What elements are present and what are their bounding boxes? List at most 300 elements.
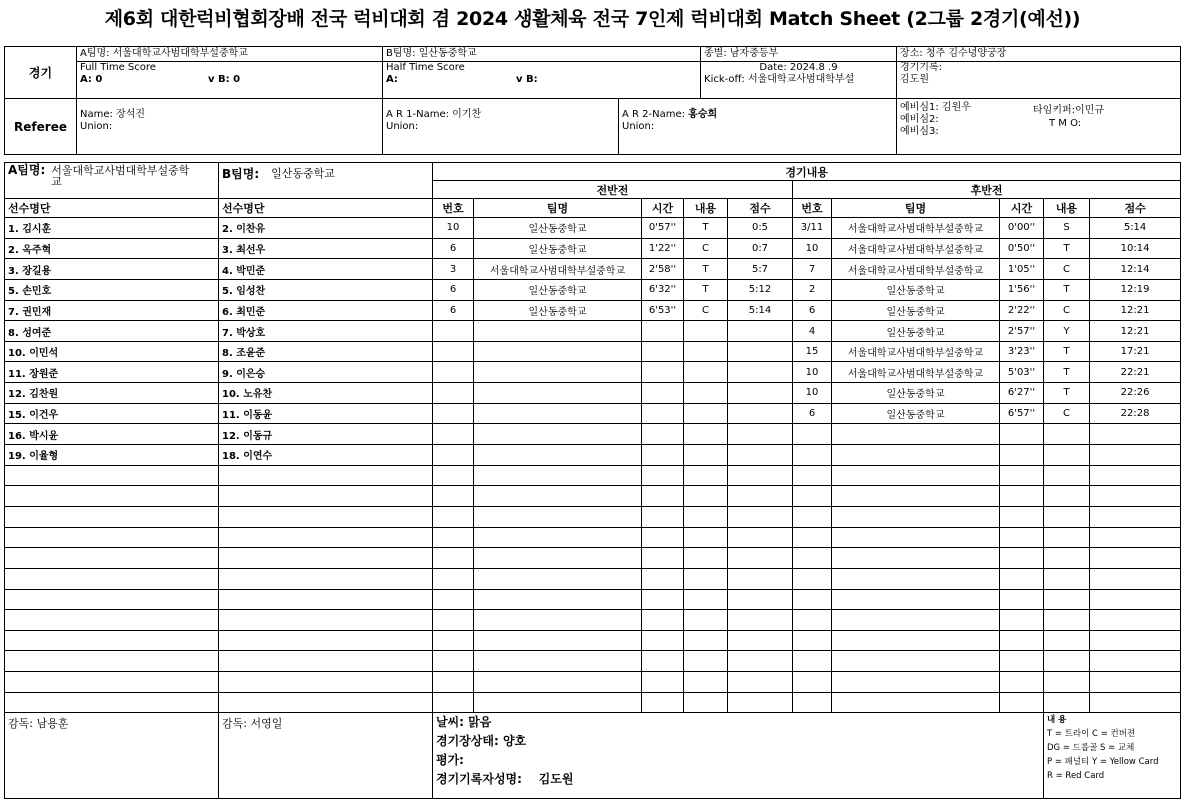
first-half-time: [642, 424, 684, 445]
first-half-score: [728, 672, 793, 693]
table-row: [5, 445, 1181, 466]
ar1-union: Union:: [386, 121, 419, 132]
second-half-event-type: Y: [1044, 321, 1090, 342]
first-half-team-name: [474, 486, 642, 507]
first-half-player-number: 10: [433, 218, 474, 239]
field-condition-label: 경기장상태:: [436, 734, 503, 749]
team-b-field: B팀명: 일산동중학교: [383, 47, 701, 62]
first-half-score: [728, 445, 793, 466]
second-half-score: [1090, 465, 1181, 486]
timekeeper-field: 타임키퍼:이민규: [1033, 105, 1105, 116]
table-row: [5, 486, 1181, 507]
ar2-name: 홍승희: [688, 109, 718, 120]
roster-a-player: [5, 692, 219, 713]
first-half-time: [642, 321, 684, 342]
roster-b-player: [219, 527, 433, 548]
second-half-score: 5:14: [1090, 218, 1181, 239]
roster-b-player: [219, 692, 433, 713]
first-half-player-number: [433, 610, 474, 631]
first-half-event-type: [684, 465, 728, 486]
roster-a-player: [5, 506, 219, 527]
roster-a-player: 12. 김찬원: [5, 383, 219, 404]
ar2-union: Union:: [622, 121, 655, 132]
first-half-time: 1'22'': [642, 238, 684, 259]
second-half-player-number: 7: [793, 259, 832, 280]
second-half-score: 12:21: [1090, 300, 1181, 321]
first-half-score: [728, 527, 793, 548]
roster-b-header: 선수명단: [219, 199, 433, 218]
team-a-header: [5, 163, 219, 199]
legend-title: 내 용: [1047, 715, 1067, 726]
second-half-score: 22:28: [1090, 403, 1181, 424]
first-half-time: [642, 651, 684, 672]
second-half-col-header: 점수: [1090, 199, 1181, 218]
roster-a-player: [5, 548, 219, 569]
first-half-team-name: [474, 403, 642, 424]
first-half-player-number: [433, 506, 474, 527]
second-half-event-type: T: [1044, 383, 1090, 404]
first-half-player-number: [433, 692, 474, 713]
first-half-player-number: 6: [433, 238, 474, 259]
roster-a-header: 선수명단: [5, 199, 219, 218]
second-half-event-type: [1044, 651, 1090, 672]
first-half-time: [642, 465, 684, 486]
first-half-player-number: [433, 568, 474, 589]
second-half-player-number: 10: [793, 238, 832, 259]
first-half-col-header: 내용: [684, 199, 728, 218]
second-half-col-header: 팀명: [832, 199, 1000, 218]
second-half-time: 0'50'': [1000, 238, 1044, 259]
team-b-header: [219, 163, 433, 199]
second-half-player-number: [793, 548, 832, 569]
reserve-referee-3: 예비심3:: [900, 126, 939, 137]
table-row: [5, 321, 1181, 342]
first-half-player-number: [433, 445, 474, 466]
roster-a-player: [5, 568, 219, 589]
first-half-score: [728, 403, 793, 424]
tmo-field: T M O:: [1049, 118, 1082, 129]
table-row: [5, 465, 1181, 486]
second-half-time: [1000, 486, 1044, 507]
first-half-col-header: 팀명: [474, 199, 642, 218]
second-half-col-header: 내용: [1044, 199, 1090, 218]
first-half-team-name: 일산동중학교: [474, 279, 642, 300]
roster-b-player: [219, 672, 433, 693]
match-content-header: 경기내용: [433, 163, 1181, 181]
first-half-score: [728, 610, 793, 631]
second-half-time: [1000, 445, 1044, 466]
first-half-score: [728, 548, 793, 569]
first-half-time: [642, 362, 684, 383]
roster-a-player: [5, 610, 219, 631]
second-half-time: [1000, 527, 1044, 548]
referee-union: Union:: [80, 121, 113, 132]
first-half-player-number: [433, 672, 474, 693]
first-half-score: [728, 506, 793, 527]
second-half-score: 12:21: [1090, 321, 1181, 342]
team-a-name: 서울대학교사범대학부설중학교: [51, 164, 190, 188]
second-half-team-name: 일산동중학교: [832, 403, 1000, 424]
first-half-score: 0:7: [728, 238, 793, 259]
second-half-time: 2'57'': [1000, 321, 1044, 342]
first-half-team-name: [474, 424, 642, 445]
second-half-time: 5'03'': [1000, 362, 1044, 383]
team-b-name: 일산동중학교: [271, 167, 335, 180]
reserve-referee-1: 예비심1: 김원우: [900, 102, 971, 113]
first-half-team-name: [474, 465, 642, 486]
first-half-event-type: [684, 486, 728, 507]
first-half-team-name: [474, 527, 642, 548]
first-half-player-number: [433, 362, 474, 383]
match-conditions: [433, 713, 1044, 799]
referee-label: Referee: [5, 99, 77, 155]
roster-b-player: [219, 568, 433, 589]
first-half-time: [642, 589, 684, 610]
roster-b-player: 2. 이찬유: [219, 218, 433, 239]
first-half-player-number: [433, 486, 474, 507]
second-half-team-name: [832, 445, 1000, 466]
first-half-score: 5:14: [728, 300, 793, 321]
first-half-player-number: [433, 589, 474, 610]
table-row: [5, 610, 1181, 631]
second-half-event-type: [1044, 527, 1090, 548]
second-half-event-type: [1044, 568, 1090, 589]
roster-b-player: 3. 최선우: [219, 238, 433, 259]
roster-b-player: [219, 486, 433, 507]
second-half-score: [1090, 486, 1181, 507]
roster-b-player: [219, 548, 433, 569]
second-half-team-name: [832, 506, 1000, 527]
second-half-team-name: [832, 630, 1000, 651]
roster-a-player: [5, 589, 219, 610]
second-half-score: 22:26: [1090, 383, 1181, 404]
second-half-event-type: [1044, 424, 1090, 445]
roster-b-player: 18. 이연수: [219, 445, 433, 466]
second-half-event-type: S: [1044, 218, 1090, 239]
table-row: [5, 651, 1181, 672]
legend-line: P = 패널티 Y = Yellow Card: [1047, 757, 1159, 768]
second-half-player-number: 10: [793, 383, 832, 404]
first-half-team-name: [474, 589, 642, 610]
first-half-event-type: [684, 321, 728, 342]
first-half-score: 5:12: [728, 279, 793, 300]
first-half-team-name: [474, 321, 642, 342]
first-half-time: [642, 403, 684, 424]
referee-name: Name: 장석진: [80, 109, 146, 120]
second-half-event-type: [1044, 465, 1090, 486]
first-half-time: [642, 548, 684, 569]
first-half-time: [642, 341, 684, 362]
first-half-time: [642, 568, 684, 589]
first-half-player-number: 6: [433, 279, 474, 300]
table-row: [5, 383, 1181, 404]
table-row: [5, 548, 1181, 569]
second-half-event-type: [1044, 630, 1090, 651]
first-half-event-type: [684, 403, 728, 424]
second-half-event-type: C: [1044, 259, 1090, 280]
first-half-time: [642, 692, 684, 713]
roster-a-player: 8. 성여준: [5, 321, 219, 342]
first-half-event-type: C: [684, 238, 728, 259]
first-half-score: [728, 651, 793, 672]
table-row: [5, 238, 1181, 259]
second-half-time: 6'57'': [1000, 403, 1044, 424]
roster-a-player: 7. 권민재: [5, 300, 219, 321]
roster-a-player: [5, 651, 219, 672]
second-half-score: [1090, 589, 1181, 610]
half-time-b: v B:: [516, 74, 538, 85]
roster-b-player: 11. 이동윤: [219, 403, 433, 424]
second-half-team-name: [832, 548, 1000, 569]
second-half-time: 1'56'': [1000, 279, 1044, 300]
first-half-team-name: [474, 568, 642, 589]
first-half-time: [642, 506, 684, 527]
full-time-a: A: 0: [80, 74, 103, 85]
first-half-team-name: 일산동중학교: [474, 238, 642, 259]
first-half-team-name: [474, 548, 642, 569]
first-half-event-type: [684, 672, 728, 693]
table-row: [5, 259, 1181, 280]
second-half-col-header: 번호: [793, 199, 832, 218]
first-half-score: [728, 692, 793, 713]
second-half-event-type: T: [1044, 362, 1090, 383]
first-half-col-header: 번호: [433, 199, 474, 218]
team-a-field: A팀명: 서울대학교사범대학부설중학교: [77, 47, 383, 62]
first-half-team-name: [474, 672, 642, 693]
match-label: 경기: [5, 47, 77, 99]
second-half-time: 3'23'': [1000, 341, 1044, 362]
table-row: [5, 527, 1181, 548]
roster-a-player: 11. 장원준: [5, 362, 219, 383]
second-half-score: [1090, 445, 1181, 466]
second-half-player-number: [793, 445, 832, 466]
second-half-team-name: [832, 424, 1000, 445]
roster-a-player: [5, 486, 219, 507]
first-half-event-type: T: [684, 259, 728, 280]
roster-b-player: [219, 651, 433, 672]
roster-b-player: 5. 임성찬: [219, 279, 433, 300]
first-half-player-number: [433, 630, 474, 651]
second-half-team-name: [832, 486, 1000, 507]
first-half-player-number: [433, 527, 474, 548]
second-half-event-type: T: [1044, 341, 1090, 362]
reserve-referee-2: 예비심2:: [900, 114, 939, 125]
second-half-player-number: 3/11: [793, 218, 832, 239]
evaluation-label: 평가:: [436, 753, 464, 768]
coach-a: 감독: 남용훈: [5, 713, 219, 799]
second-half-team-name: [832, 465, 1000, 486]
roster-b-player: 12. 이동규: [219, 424, 433, 445]
second-half-time: [1000, 651, 1044, 672]
second-half-score: [1090, 568, 1181, 589]
first-half-player-number: [433, 321, 474, 342]
recorder-signature-value: 김도원: [526, 772, 574, 787]
second-half-team-name: 서울대학교사범대학부설중학교: [832, 238, 1000, 259]
second-half-player-number: 15: [793, 341, 832, 362]
second-half-player-number: [793, 486, 832, 507]
roster-a-player: [5, 465, 219, 486]
first-half-event-type: [684, 341, 728, 362]
first-half-player-number: [433, 548, 474, 569]
match-sheet-table: [4, 162, 1181, 799]
first-half-player-number: 3: [433, 259, 474, 280]
first-half-team-name: [474, 692, 642, 713]
first-half-event-type: [684, 692, 728, 713]
first-half-score: 0:5: [728, 218, 793, 239]
second-half-team-name: 일산동중학교: [832, 300, 1000, 321]
first-half-event-type: [684, 651, 728, 672]
first-half-team-name: [474, 362, 642, 383]
second-half-event-type: [1044, 589, 1090, 610]
second-half-header: 후반전: [793, 181, 1181, 199]
full-time-b: v B: 0: [208, 74, 241, 85]
second-half-team-name: 서울대학교사범대학부설중학교: [832, 218, 1000, 239]
second-half-player-number: 2: [793, 279, 832, 300]
roster-b-player: [219, 465, 433, 486]
second-half-time: 0'00'': [1000, 218, 1044, 239]
team-a-label: A팀명:: [8, 163, 46, 177]
second-half-score: [1090, 692, 1181, 713]
recorder-name: 김도원: [900, 74, 929, 85]
second-half-event-type: C: [1044, 403, 1090, 424]
table-row: [5, 403, 1181, 424]
first-half-team-name: [474, 610, 642, 631]
table-row: [5, 568, 1181, 589]
second-half-col-header: 시간: [1000, 199, 1044, 218]
first-half-time: [642, 630, 684, 651]
second-half-player-number: [793, 527, 832, 548]
first-half-score: 5:7: [728, 259, 793, 280]
second-half-score: [1090, 424, 1181, 445]
table-row: [5, 506, 1181, 527]
first-half-event-type: [684, 424, 728, 445]
roster-b-player: 10. 노유찬: [219, 383, 433, 404]
first-half-event-type: [684, 548, 728, 569]
first-half-event-type: [684, 610, 728, 631]
first-half-time: [642, 486, 684, 507]
second-half-score: 10:14: [1090, 238, 1181, 259]
page-title: 제6회 대한럭비협회장배 전국 럭비대회 겸 2024 생활체육 전국 7인제 럭비대회 Match Sheet (2그룹 2경기(예선)): [104, 8, 1081, 30]
first-half-score: [728, 589, 793, 610]
roster-b-player: [219, 630, 433, 651]
first-half-event-type: [684, 630, 728, 651]
first-half-time: 0'57'': [642, 218, 684, 239]
roster-a-player: [5, 672, 219, 693]
second-half-team-name: [832, 651, 1000, 672]
second-half-team-name: 일산동중학교: [832, 279, 1000, 300]
first-half-player-number: [433, 651, 474, 672]
first-half-score: [728, 321, 793, 342]
first-half-player-number: [433, 403, 474, 424]
second-half-player-number: [793, 610, 832, 631]
ar1-name: A R 1-Name: 이기찬: [386, 109, 482, 120]
legend-line: R = Red Card: [1047, 771, 1105, 782]
second-half-score: 17:21: [1090, 341, 1181, 362]
first-half-score: [728, 362, 793, 383]
second-half-event-type: [1044, 610, 1090, 631]
table-row: [5, 341, 1181, 362]
field-condition-value: 양호: [502, 734, 527, 749]
roster-a-player: 15. 이건우: [5, 403, 219, 424]
second-half-player-number: [793, 672, 832, 693]
second-half-team-name: 일산동중학교: [832, 383, 1000, 404]
roster-a-player: 10. 이민석: [5, 341, 219, 362]
first-half-time: [642, 383, 684, 404]
second-half-time: [1000, 630, 1044, 651]
first-half-event-type: T: [684, 279, 728, 300]
first-half-team-name: [474, 651, 642, 672]
second-half-event-type: [1044, 672, 1090, 693]
second-half-score: [1090, 651, 1181, 672]
second-half-event-type: [1044, 486, 1090, 507]
roster-a-player: 5. 손민호: [5, 279, 219, 300]
table-row: [5, 362, 1181, 383]
first-half-score: [728, 486, 793, 507]
first-half-time: 6'32'': [642, 279, 684, 300]
second-half-team-name: 일산동중학교: [832, 321, 1000, 342]
venue-field: 장소: 청주 김수녕양궁장: [897, 47, 1181, 62]
roster-a-player: 2. 옥주혁: [5, 238, 219, 259]
ar2-label: A R 2-Name:: [622, 109, 689, 120]
roster-b-player: [219, 610, 433, 631]
weather-value: 맑음: [468, 715, 492, 730]
recorder-label: 경기기록:: [900, 62, 943, 73]
second-half-time: 1'05'': [1000, 259, 1044, 280]
table-row: [5, 218, 1181, 239]
second-half-player-number: 6: [793, 300, 832, 321]
second-half-team-name: [832, 527, 1000, 548]
first-half-time: [642, 527, 684, 548]
second-half-time: [1000, 568, 1044, 589]
second-half-time: 6'27'': [1000, 383, 1044, 404]
table-row: [5, 424, 1181, 445]
roster-a-player: [5, 630, 219, 651]
second-half-event-type: [1044, 692, 1090, 713]
first-half-team-name: [474, 383, 642, 404]
half-time-label: Half Time Score: [386, 62, 465, 73]
second-half-time: 2'22'': [1000, 300, 1044, 321]
second-half-player-number: [793, 692, 832, 713]
first-half-event-type: [684, 506, 728, 527]
first-half-score: [728, 424, 793, 445]
first-half-event-type: [684, 527, 728, 548]
second-half-player-number: 6: [793, 403, 832, 424]
first-half-player-number: [433, 383, 474, 404]
first-half-score: [728, 568, 793, 589]
first-half-header: 전반전: [433, 181, 793, 199]
first-half-col-header: 시간: [642, 199, 684, 218]
second-half-player-number: [793, 630, 832, 651]
second-half-score: [1090, 506, 1181, 527]
second-half-player-number: [793, 589, 832, 610]
second-half-score: 12:19: [1090, 279, 1181, 300]
second-half-team-name: [832, 672, 1000, 693]
second-half-score: [1090, 548, 1181, 569]
first-half-event-type: [684, 383, 728, 404]
second-half-player-number: [793, 506, 832, 527]
full-time-label: Full Time Score: [80, 62, 156, 73]
roster-a-player: 1. 김시훈: [5, 218, 219, 239]
second-half-time: [1000, 589, 1044, 610]
second-half-player-number: [793, 651, 832, 672]
second-half-score: [1090, 610, 1181, 631]
second-half-time: [1000, 506, 1044, 527]
roster-b-player: 8. 조윤준: [219, 341, 433, 362]
table-row: [5, 630, 1181, 651]
second-half-event-type: [1044, 506, 1090, 527]
roster-a-player: [5, 527, 219, 548]
second-half-player-number: [793, 465, 832, 486]
